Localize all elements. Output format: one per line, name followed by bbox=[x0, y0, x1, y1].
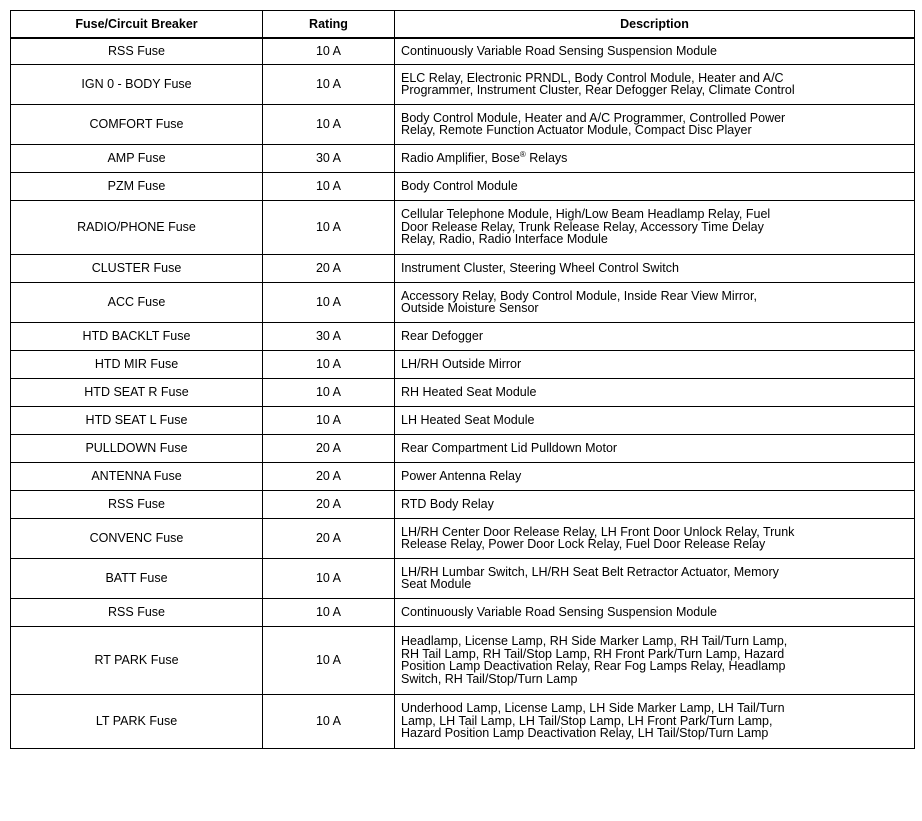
description-line: Relay, Remote Function Actuator Module, Compact Disc Player bbox=[401, 123, 752, 137]
table-row bbox=[11, 282, 915, 322]
fuse-name-cell: CLUSTER Fuse bbox=[11, 254, 263, 282]
description-line: Cellular Telephone Module, High/Low Beam Headlamp Relay, Fuel bbox=[401, 207, 771, 222]
description-cell bbox=[395, 282, 915, 322]
table-row bbox=[11, 104, 915, 144]
description-cell bbox=[395, 144, 915, 172]
rating-cell: 30 A bbox=[263, 144, 395, 172]
fuse-name-cell: PZM Fuse bbox=[11, 172, 263, 200]
rating-cell: 10 A bbox=[263, 282, 395, 322]
description-text: Relays bbox=[529, 150, 568, 165]
fuse-name-cell: HTD BACKLT Fuse bbox=[11, 322, 263, 350]
description-line: Headlamp, License Lamp, RH Side Marker Lamp, RH Tail/Turn Lamp, bbox=[401, 634, 788, 648]
header-fuse: Fuse/Circuit Breaker bbox=[11, 11, 263, 39]
fuse-name-cell: RT PARK Fuse bbox=[11, 626, 263, 694]
description-line: RH Heated Seat Module bbox=[401, 384, 537, 399]
fuse-name-cell: HTD MIR Fuse bbox=[11, 350, 263, 378]
description-line: Outside Moisture Sensor bbox=[401, 301, 539, 315]
table-row bbox=[11, 322, 915, 350]
description-line: Body Control Module, Heater and A/C Programmer, Controlled Power bbox=[401, 110, 786, 125]
fuse-name-cell: CONVENC Fuse bbox=[11, 518, 263, 558]
description-line: Instrument Cluster, Steering Wheel Control Switch bbox=[401, 260, 679, 275]
rating-cell: 20 A bbox=[263, 462, 395, 490]
fuse-name-cell: RADIO/PHONE Fuse bbox=[11, 200, 263, 254]
fuse-name-cell: HTD SEAT R Fuse bbox=[11, 378, 263, 406]
rating-cell: 10 A bbox=[263, 172, 395, 200]
description-cell bbox=[395, 378, 915, 406]
table-row bbox=[11, 144, 915, 172]
description-cell bbox=[395, 406, 915, 434]
table-body bbox=[11, 38, 915, 748]
description-cell bbox=[395, 172, 915, 200]
rating-cell: 10 A bbox=[263, 558, 395, 598]
fuse-name-cell: RSS Fuse bbox=[11, 490, 263, 518]
fuse-name-cell: ANTENNA Fuse bbox=[11, 462, 263, 490]
description-line: Lamp, LH Tail Lamp, LH Tail/Stop Lamp, LH Front Park/Turn Lamp, bbox=[401, 713, 773, 728]
description-line: LH/RH Lumbar Switch, LH/RH Seat Belt Retractor Actuator, Memory bbox=[401, 564, 779, 579]
table-row bbox=[11, 434, 915, 462]
rating-cell: 10 A bbox=[263, 104, 395, 144]
description-line: Programmer, Instrument Cluster, Rear Defogger Relay, Climate Control bbox=[401, 83, 795, 97]
table-row bbox=[11, 490, 915, 518]
description-cell bbox=[395, 518, 915, 558]
description-line bbox=[401, 149, 908, 165]
rating-cell: 10 A bbox=[263, 200, 395, 254]
description-line: Hazard Position Lamp Deactivation Relay, LH Tail/Stop/Turn Lamp bbox=[401, 726, 769, 741]
rating-cell: 10 A bbox=[263, 406, 395, 434]
rating-cell: 10 A bbox=[263, 694, 395, 748]
description-cell bbox=[395, 200, 915, 254]
rating-cell: 10 A bbox=[263, 378, 395, 406]
description-line: Continuously Variable Road Sensing Suspension Module bbox=[401, 44, 717, 58]
fuse-table bbox=[10, 10, 915, 749]
description-line: Position Lamp Deactivation Relay, Rear Fog Lamps Relay, Headlamp bbox=[401, 659, 786, 673]
description-line: Switch, RH Tail/Stop/Turn Lamp bbox=[401, 671, 578, 686]
table-row bbox=[11, 172, 915, 200]
table-row bbox=[11, 694, 915, 748]
table-row bbox=[11, 406, 915, 434]
table-header-row bbox=[11, 11, 915, 39]
description-line: ELC Relay, Electronic PRNDL, Body Control Module, Heater and A/C bbox=[401, 70, 784, 85]
description-line: Relay, Radio, Radio Interface Module bbox=[401, 232, 608, 247]
table-row bbox=[11, 462, 915, 490]
description-cell bbox=[395, 434, 915, 462]
description-line: RH Tail Lamp, RH Tail/Stop Lamp, RH Front Park/Turn Lamp, Hazard bbox=[401, 646, 785, 661]
description-line: RTD Body Relay bbox=[401, 496, 494, 511]
description-line: Body Control Module bbox=[401, 178, 518, 193]
description-text: Radio Amplifier, Bose bbox=[401, 150, 520, 165]
fuse-name-cell: RSS Fuse bbox=[11, 598, 263, 626]
rating-cell: 10 A bbox=[263, 38, 395, 64]
description-cell bbox=[395, 558, 915, 598]
description-line: Door Release Relay, Trunk Release Relay, Accessory Time Delay bbox=[401, 219, 764, 234]
description-line: Rear Compartment Lid Pulldown Motor bbox=[401, 440, 618, 455]
rating-cell: 20 A bbox=[263, 254, 395, 282]
description-cell bbox=[395, 38, 915, 64]
description-line: Rear Defogger bbox=[401, 328, 483, 343]
table-row bbox=[11, 558, 915, 598]
description-cell bbox=[395, 254, 915, 282]
table-row bbox=[11, 254, 915, 282]
fuse-table-container bbox=[10, 10, 914, 749]
fuse-name-cell: IGN 0 - BODY Fuse bbox=[11, 64, 263, 104]
description-cell bbox=[395, 626, 915, 694]
description-line: Release Relay, Power Door Lock Relay, Fuel Door Release Relay bbox=[401, 537, 766, 551]
description-cell bbox=[395, 462, 915, 490]
description-cell bbox=[395, 598, 915, 626]
fuse-name-cell: COMFORT Fuse bbox=[11, 104, 263, 144]
rating-cell: 20 A bbox=[263, 490, 395, 518]
rating-cell: 10 A bbox=[263, 350, 395, 378]
fuse-name-cell: AMP Fuse bbox=[11, 144, 263, 172]
fuse-name-cell: PULLDOWN Fuse bbox=[11, 434, 263, 462]
rating-cell: 20 A bbox=[263, 434, 395, 462]
rating-cell: 30 A bbox=[263, 322, 395, 350]
fuse-name-cell: RSS Fuse bbox=[11, 38, 263, 64]
fuse-name-cell: HTD SEAT L Fuse bbox=[11, 406, 263, 434]
table-row bbox=[11, 350, 915, 378]
header-description: Description bbox=[395, 11, 915, 39]
rating-cell: 10 A bbox=[263, 598, 395, 626]
table-row bbox=[11, 598, 915, 626]
registered-mark: ® bbox=[519, 149, 526, 159]
description-line: Power Antenna Relay bbox=[401, 468, 522, 483]
table-row bbox=[11, 518, 915, 558]
header-rating: Rating bbox=[263, 11, 395, 39]
description-cell bbox=[395, 694, 915, 748]
fuse-name-cell: LT PARK Fuse bbox=[11, 694, 263, 748]
description-line: LH/RH Outside Mirror bbox=[401, 356, 522, 371]
description-line: LH Heated Seat Module bbox=[401, 412, 535, 427]
description-cell bbox=[395, 64, 915, 104]
rating-cell: 10 A bbox=[263, 626, 395, 694]
fuse-name-cell: ACC Fuse bbox=[11, 282, 263, 322]
description-cell bbox=[395, 104, 915, 144]
table-row bbox=[11, 626, 915, 694]
description-line: Seat Module bbox=[401, 577, 472, 591]
description-cell bbox=[395, 322, 915, 350]
description-cell bbox=[395, 350, 915, 378]
fuse-name-cell: BATT Fuse bbox=[11, 558, 263, 598]
description-cell bbox=[395, 490, 915, 518]
table-row bbox=[11, 378, 915, 406]
table-row bbox=[11, 200, 915, 254]
table-row bbox=[11, 64, 915, 104]
rating-cell: 20 A bbox=[263, 518, 395, 558]
description-line: Continuously Variable Road Sensing Suspension Module bbox=[401, 604, 717, 619]
description-line: LH/RH Center Door Release Relay, LH Front Door Unlock Relay, Trunk bbox=[401, 524, 795, 539]
description-line: Underhood Lamp, License Lamp, LH Side Marker Lamp, LH Tail/Turn bbox=[401, 701, 785, 716]
rating-cell: 10 A bbox=[263, 64, 395, 104]
description-line: Accessory Relay, Body Control Module, Inside Rear View Mirror, bbox=[401, 288, 757, 303]
table-row bbox=[11, 38, 915, 64]
